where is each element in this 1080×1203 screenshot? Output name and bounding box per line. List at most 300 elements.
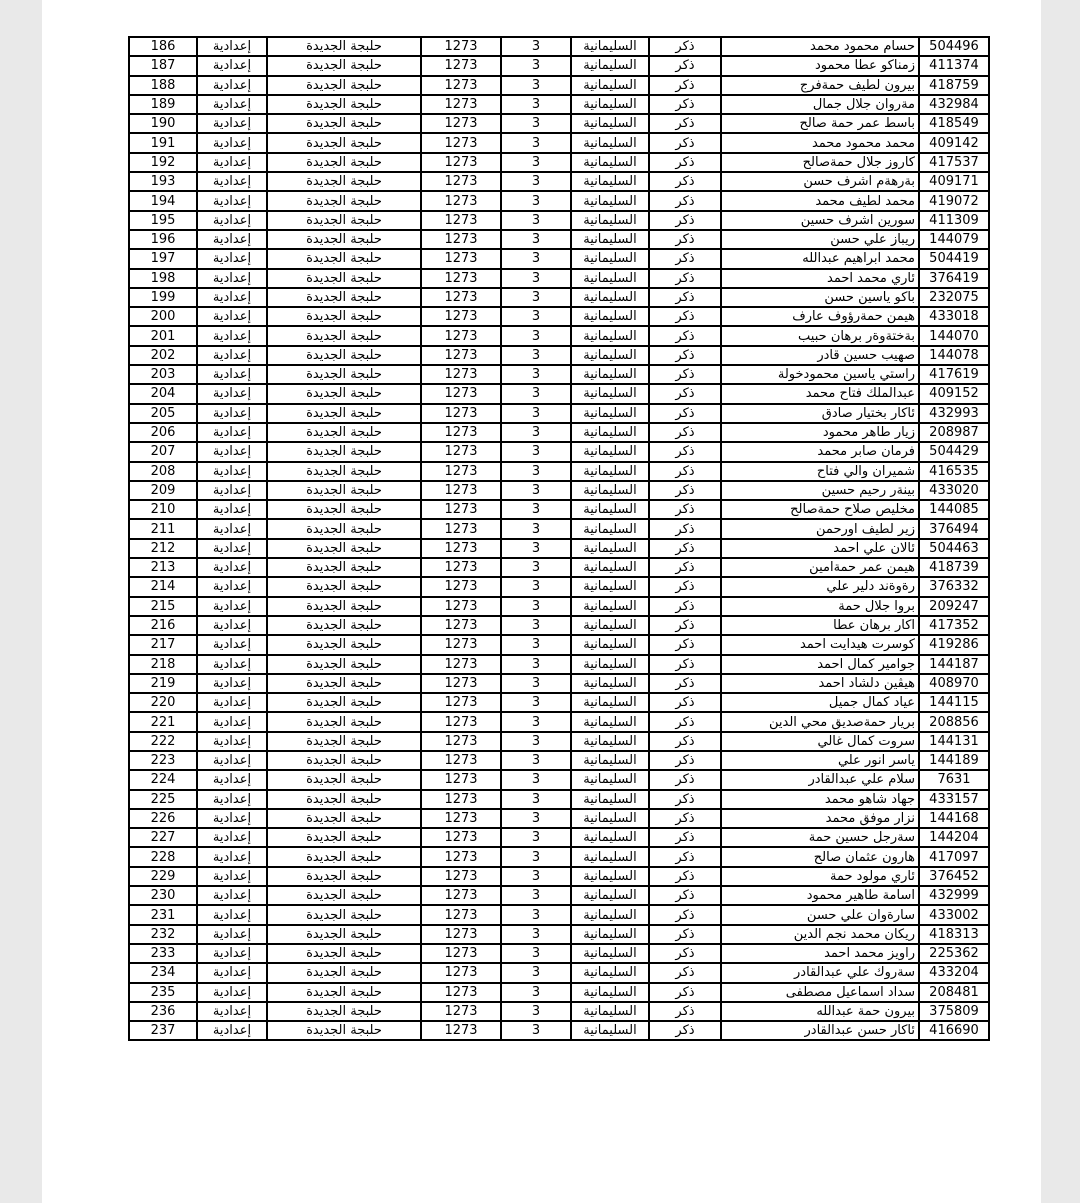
student-name-cell: ريكان محمد نجم الدين xyxy=(721,925,919,944)
number-cell: 3 xyxy=(501,905,571,924)
gender-cell: ذكر xyxy=(649,211,721,230)
table-row xyxy=(129,577,989,596)
governorate-cell: السليمانية xyxy=(571,712,649,731)
stage-cell: إعدادية xyxy=(197,114,267,133)
table-row xyxy=(129,770,989,789)
gender-cell: ذكر xyxy=(649,770,721,789)
student-id-cell: 208987 xyxy=(919,423,989,442)
gender-cell: ذكر xyxy=(649,191,721,210)
student-name-cell: مخليص صلاح حمةصالح xyxy=(721,500,919,519)
governorate-cell: السليمانية xyxy=(571,76,649,95)
student-name-cell: ئالان علي احمد xyxy=(721,539,919,558)
gender-cell: ذكر xyxy=(649,269,721,288)
student-name-cell: راستي ياسين محمودخولة xyxy=(721,365,919,384)
governorate-cell: السليمانية xyxy=(571,307,649,326)
student-id-cell: 418739 xyxy=(919,558,989,577)
gender-cell: ذكر xyxy=(649,481,721,500)
table-row xyxy=(129,269,989,288)
school-code-cell: 1273 xyxy=(421,693,501,712)
stage-cell: إعدادية xyxy=(197,481,267,500)
number-cell: 3 xyxy=(501,37,571,56)
sequence-cell: 235 xyxy=(129,983,197,1002)
table-row xyxy=(129,462,989,481)
school-code-cell: 1273 xyxy=(421,76,501,95)
table-row xyxy=(129,539,989,558)
school-code-cell: 1273 xyxy=(421,462,501,481)
number-cell: 3 xyxy=(501,983,571,1002)
gender-cell: ذكر xyxy=(649,307,721,326)
table-row xyxy=(129,56,989,75)
gender-cell: ذكر xyxy=(649,616,721,635)
table-row xyxy=(129,655,989,674)
school-cell: حلبجة الجديدة xyxy=(267,712,421,731)
number-cell: 3 xyxy=(501,847,571,866)
gender-cell: ذكر xyxy=(649,635,721,654)
gender-cell: ذكر xyxy=(649,597,721,616)
stage-cell: إعدادية xyxy=(197,828,267,847)
school-code-cell: 1273 xyxy=(421,211,501,230)
school-cell: حلبجة الجديدة xyxy=(267,481,421,500)
stage-cell: إعدادية xyxy=(197,925,267,944)
school-code-cell: 1273 xyxy=(421,307,501,326)
table-row xyxy=(129,886,989,905)
gender-cell: ذكر xyxy=(649,751,721,770)
stage-cell: إعدادية xyxy=(197,326,267,345)
table-row xyxy=(129,500,989,519)
number-cell: 3 xyxy=(501,346,571,365)
sequence-cell: 186 xyxy=(129,37,197,56)
student-id-cell: 408970 xyxy=(919,674,989,693)
stage-cell: إعدادية xyxy=(197,558,267,577)
governorate-cell: السليمانية xyxy=(571,37,649,56)
stage-cell: إعدادية xyxy=(197,732,267,751)
number-cell: 3 xyxy=(501,288,571,307)
gender-cell: ذكر xyxy=(649,983,721,1002)
student-name-cell: فرمان صابر محمد xyxy=(721,442,919,461)
document-page xyxy=(42,0,1041,1203)
school-code-cell: 1273 xyxy=(421,404,501,423)
number-cell: 3 xyxy=(501,558,571,577)
school-code-cell: 1273 xyxy=(421,732,501,751)
school-cell: حلبجة الجديدة xyxy=(267,770,421,789)
gender-cell: ذكر xyxy=(649,1002,721,1021)
student-id-cell: 417619 xyxy=(919,365,989,384)
table-row xyxy=(129,944,989,963)
sequence-cell: 223 xyxy=(129,751,197,770)
gender-cell: ذكر xyxy=(649,230,721,249)
table-row xyxy=(129,558,989,577)
sequence-cell: 204 xyxy=(129,384,197,403)
gender-cell: ذكر xyxy=(649,346,721,365)
governorate-cell: السليمانية xyxy=(571,423,649,442)
student-id-cell: 416535 xyxy=(919,462,989,481)
stage-cell: إعدادية xyxy=(197,963,267,982)
gender-cell: ذكر xyxy=(649,963,721,982)
school-cell: حلبجة الجديدة xyxy=(267,963,421,982)
governorate-cell: السليمانية xyxy=(571,867,649,886)
student-name-cell: ياسر انور علي xyxy=(721,751,919,770)
student-id-cell: 417097 xyxy=(919,847,989,866)
school-code-cell: 1273 xyxy=(421,558,501,577)
number-cell: 3 xyxy=(501,191,571,210)
student-id-cell: 375809 xyxy=(919,1002,989,1021)
governorate-cell: السليمانية xyxy=(571,133,649,152)
number-cell: 3 xyxy=(501,326,571,345)
table-row xyxy=(129,384,989,403)
stage-cell: إعدادية xyxy=(197,905,267,924)
student-id-cell: 432984 xyxy=(919,95,989,114)
school-code-cell: 1273 xyxy=(421,519,501,538)
student-id-cell: 144187 xyxy=(919,655,989,674)
number-cell: 3 xyxy=(501,114,571,133)
student-id-cell: 225362 xyxy=(919,944,989,963)
student-name-cell: رةوةند دلير علي xyxy=(721,577,919,596)
student-name-cell: ريباز علي حسن xyxy=(721,230,919,249)
school-code-cell: 1273 xyxy=(421,500,501,519)
stage-cell: إعدادية xyxy=(197,751,267,770)
school-code-cell: 1273 xyxy=(421,597,501,616)
stage-cell: إعدادية xyxy=(197,365,267,384)
number-cell: 3 xyxy=(501,867,571,886)
governorate-cell: السليمانية xyxy=(571,326,649,345)
sequence-cell: 207 xyxy=(129,442,197,461)
stage-cell: إعدادية xyxy=(197,944,267,963)
gender-cell: ذكر xyxy=(649,442,721,461)
number-cell: 3 xyxy=(501,539,571,558)
school-cell: حلبجة الجديدة xyxy=(267,693,421,712)
gender-cell: ذكر xyxy=(649,404,721,423)
student-name-cell: بروا جلال حمة xyxy=(721,597,919,616)
governorate-cell: السليمانية xyxy=(571,790,649,809)
gender-cell: ذكر xyxy=(649,153,721,172)
number-cell: 3 xyxy=(501,790,571,809)
student-id-cell: 144168 xyxy=(919,809,989,828)
number-cell: 3 xyxy=(501,56,571,75)
governorate-cell: السليمانية xyxy=(571,95,649,114)
sequence-cell: 222 xyxy=(129,732,197,751)
student-id-cell: 144070 xyxy=(919,326,989,345)
student-id-cell: 433020 xyxy=(919,481,989,500)
student-name-cell: سةرجل حسين حمة xyxy=(721,828,919,847)
number-cell: 3 xyxy=(501,674,571,693)
school-code-cell: 1273 xyxy=(421,674,501,693)
school-code-cell: 1273 xyxy=(421,423,501,442)
sequence-cell: 215 xyxy=(129,597,197,616)
table-row xyxy=(129,732,989,751)
sequence-cell: 214 xyxy=(129,577,197,596)
student-name-cell: راويز محمد احمد xyxy=(721,944,919,963)
number-cell: 3 xyxy=(501,230,571,249)
school-cell: حلبجة الجديدة xyxy=(267,674,421,693)
governorate-cell: السليمانية xyxy=(571,519,649,538)
stage-cell: إعدادية xyxy=(197,1021,267,1040)
number-cell: 3 xyxy=(501,153,571,172)
school-cell: حلبجة الجديدة xyxy=(267,191,421,210)
school-code-cell: 1273 xyxy=(421,539,501,558)
number-cell: 3 xyxy=(501,172,571,191)
number-cell: 3 xyxy=(501,751,571,770)
stage-cell: إعدادية xyxy=(197,1002,267,1021)
governorate-cell: السليمانية xyxy=(571,191,649,210)
student-name-cell: بةختةوةر برهان حبيب xyxy=(721,326,919,345)
governorate-cell: السليمانية xyxy=(571,1021,649,1040)
student-id-cell: 144204 xyxy=(919,828,989,847)
number-cell: 3 xyxy=(501,211,571,230)
student-name-cell: بيرون لطيف حمةفرج xyxy=(721,76,919,95)
governorate-cell: السليمانية xyxy=(571,655,649,674)
student-id-cell: 411309 xyxy=(919,211,989,230)
governorate-cell: السليمانية xyxy=(571,500,649,519)
sequence-cell: 197 xyxy=(129,249,197,268)
table-row xyxy=(129,442,989,461)
student-name-cell: حسام محمود محمد xyxy=(721,37,919,56)
student-id-cell: 7631 xyxy=(919,770,989,789)
student-id-cell: 418549 xyxy=(919,114,989,133)
number-cell: 3 xyxy=(501,770,571,789)
gender-cell: ذكر xyxy=(649,577,721,596)
school-cell: حلبجة الجديدة xyxy=(267,635,421,654)
gender-cell: ذكر xyxy=(649,56,721,75)
student-id-cell: 433204 xyxy=(919,963,989,982)
number-cell: 3 xyxy=(501,732,571,751)
number-cell: 3 xyxy=(501,95,571,114)
number-cell: 3 xyxy=(501,944,571,963)
school-code-cell: 1273 xyxy=(421,1002,501,1021)
governorate-cell: السليمانية xyxy=(571,288,649,307)
table-row xyxy=(129,114,989,133)
student-id-cell: 232075 xyxy=(919,288,989,307)
governorate-cell: السليمانية xyxy=(571,114,649,133)
table-row xyxy=(129,230,989,249)
student-id-cell: 504496 xyxy=(919,37,989,56)
table-row xyxy=(129,423,989,442)
gender-cell: ذكر xyxy=(649,462,721,481)
student-name-cell: بيرون حمة عبدالله xyxy=(721,1002,919,1021)
stage-cell: إعدادية xyxy=(197,76,267,95)
school-code-cell: 1273 xyxy=(421,288,501,307)
governorate-cell: السليمانية xyxy=(571,963,649,982)
school-cell: حلبجة الجديدة xyxy=(267,56,421,75)
student-id-cell: 417537 xyxy=(919,153,989,172)
number-cell: 3 xyxy=(501,481,571,500)
sequence-cell: 200 xyxy=(129,307,197,326)
number-cell: 3 xyxy=(501,404,571,423)
stage-cell: إعدادية xyxy=(197,172,267,191)
student-id-cell: 209247 xyxy=(919,597,989,616)
school-code-cell: 1273 xyxy=(421,95,501,114)
student-name-cell: ئاري محمد احمد xyxy=(721,269,919,288)
school-cell: حلبجة الجديدة xyxy=(267,211,421,230)
governorate-cell: السليمانية xyxy=(571,404,649,423)
student-id-cell: 416690 xyxy=(919,1021,989,1040)
school-code-cell: 1273 xyxy=(421,905,501,924)
school-cell: حلبجة الجديدة xyxy=(267,307,421,326)
student-name-cell: سلام علي عبدالقادر xyxy=(721,770,919,789)
governorate-cell: السليمانية xyxy=(571,172,649,191)
student-id-cell: 432993 xyxy=(919,404,989,423)
governorate-cell: السليمانية xyxy=(571,770,649,789)
gender-cell: ذكر xyxy=(649,172,721,191)
student-name-cell: سارةوان علي حسن xyxy=(721,905,919,924)
table-row xyxy=(129,249,989,268)
student-roster-table xyxy=(128,36,990,1041)
student-id-cell: 504419 xyxy=(919,249,989,268)
school-cell: حلبجة الجديدة xyxy=(267,114,421,133)
school-cell: حلبجة الجديدة xyxy=(267,500,421,519)
stage-cell: إعدادية xyxy=(197,597,267,616)
sequence-cell: 201 xyxy=(129,326,197,345)
gender-cell: ذكر xyxy=(649,712,721,731)
student-name-cell: محمد ابراهيم عبدالله xyxy=(721,249,919,268)
governorate-cell: السليمانية xyxy=(571,983,649,1002)
governorate-cell: السليمانية xyxy=(571,886,649,905)
school-code-cell: 1273 xyxy=(421,1021,501,1040)
table-row xyxy=(129,616,989,635)
governorate-cell: السليمانية xyxy=(571,211,649,230)
student-id-cell: 417352 xyxy=(919,616,989,635)
sequence-cell: 230 xyxy=(129,886,197,905)
school-cell: حلبجة الجديدة xyxy=(267,828,421,847)
student-name-cell: زير لطيف اورحمن xyxy=(721,519,919,538)
number-cell: 3 xyxy=(501,655,571,674)
student-id-cell: 418313 xyxy=(919,925,989,944)
school-code-cell: 1273 xyxy=(421,269,501,288)
school-cell: حلبجة الجديدة xyxy=(267,442,421,461)
gender-cell: ذكر xyxy=(649,95,721,114)
school-cell: حلبجة الجديدة xyxy=(267,133,421,152)
student-id-cell: 419286 xyxy=(919,635,989,654)
governorate-cell: السليمانية xyxy=(571,153,649,172)
table-row xyxy=(129,404,989,423)
sequence-cell: 189 xyxy=(129,95,197,114)
student-name-cell: مةروان جلال جمال xyxy=(721,95,919,114)
stage-cell: إعدادية xyxy=(197,37,267,56)
governorate-cell: السليمانية xyxy=(571,365,649,384)
school-code-cell: 1273 xyxy=(421,346,501,365)
school-code-cell: 1273 xyxy=(421,944,501,963)
sequence-cell: 218 xyxy=(129,655,197,674)
governorate-cell: السليمانية xyxy=(571,732,649,751)
gender-cell: ذكر xyxy=(649,288,721,307)
student-id-cell: 208481 xyxy=(919,983,989,1002)
number-cell: 3 xyxy=(501,925,571,944)
sequence-cell: 213 xyxy=(129,558,197,577)
student-name-cell: بينةر رحيم حسين xyxy=(721,481,919,500)
school-cell: حلبجة الجديدة xyxy=(267,577,421,596)
sequence-cell: 195 xyxy=(129,211,197,230)
gender-cell: ذكر xyxy=(649,732,721,751)
sequence-cell: 228 xyxy=(129,847,197,866)
table-row xyxy=(129,693,989,712)
governorate-cell: السليمانية xyxy=(571,925,649,944)
student-name-cell: ئاكار بختيار صادق xyxy=(721,404,919,423)
stage-cell: إعدادية xyxy=(197,249,267,268)
number-cell: 3 xyxy=(501,269,571,288)
school-code-cell: 1273 xyxy=(421,751,501,770)
table-row xyxy=(129,983,989,1002)
table-row xyxy=(129,867,989,886)
stage-cell: إعدادية xyxy=(197,886,267,905)
school-cell: حلبجة الجديدة xyxy=(267,404,421,423)
student-id-cell: 409171 xyxy=(919,172,989,191)
stage-cell: إعدادية xyxy=(197,346,267,365)
school-code-cell: 1273 xyxy=(421,133,501,152)
stage-cell: إعدادية xyxy=(197,712,267,731)
governorate-cell: السليمانية xyxy=(571,539,649,558)
school-cell: حلبجة الجديدة xyxy=(267,1002,421,1021)
gender-cell: ذكر xyxy=(649,326,721,345)
number-cell: 3 xyxy=(501,519,571,538)
governorate-cell: السليمانية xyxy=(571,442,649,461)
sequence-cell: 212 xyxy=(129,539,197,558)
table-row xyxy=(129,790,989,809)
school-code-cell: 1273 xyxy=(421,886,501,905)
school-code-cell: 1273 xyxy=(421,326,501,345)
gender-cell: ذكر xyxy=(649,1021,721,1040)
governorate-cell: السليمانية xyxy=(571,346,649,365)
table-row xyxy=(129,963,989,982)
student-name-cell: عياد كمال جميل xyxy=(721,693,919,712)
governorate-cell: السليمانية xyxy=(571,616,649,635)
school-code-cell: 1273 xyxy=(421,191,501,210)
gender-cell: ذكر xyxy=(649,790,721,809)
school-cell: حلبجة الجديدة xyxy=(267,616,421,635)
student-id-cell: 144085 xyxy=(919,500,989,519)
school-cell: حلبجة الجديدة xyxy=(267,519,421,538)
school-code-cell: 1273 xyxy=(421,770,501,789)
sequence-cell: 206 xyxy=(129,423,197,442)
student-id-cell: 433157 xyxy=(919,790,989,809)
stage-cell: إعدادية xyxy=(197,867,267,886)
sequence-cell: 236 xyxy=(129,1002,197,1021)
student-id-cell: 504463 xyxy=(919,539,989,558)
gender-cell: ذكر xyxy=(649,944,721,963)
number-cell: 3 xyxy=(501,1021,571,1040)
governorate-cell: السليمانية xyxy=(571,693,649,712)
student-name-cell: اكار برهان عطا xyxy=(721,616,919,635)
table-row xyxy=(129,133,989,152)
sequence-cell: 233 xyxy=(129,944,197,963)
sequence-cell: 216 xyxy=(129,616,197,635)
student-id-cell: 376332 xyxy=(919,577,989,596)
school-cell: حلبجة الجديدة xyxy=(267,847,421,866)
stage-cell: إعدادية xyxy=(197,404,267,423)
governorate-cell: السليمانية xyxy=(571,481,649,500)
student-name-cell: هيڤين دلشاد احمد xyxy=(721,674,919,693)
table-row xyxy=(129,519,989,538)
table-row xyxy=(129,326,989,345)
gender-cell: ذكر xyxy=(649,133,721,152)
sequence-cell: 217 xyxy=(129,635,197,654)
stage-cell: إعدادية xyxy=(197,809,267,828)
number-cell: 3 xyxy=(501,462,571,481)
student-id-cell: 433018 xyxy=(919,307,989,326)
school-code-cell: 1273 xyxy=(421,56,501,75)
gender-cell: ذكر xyxy=(649,37,721,56)
table-row xyxy=(129,95,989,114)
school-code-cell: 1273 xyxy=(421,616,501,635)
sequence-cell: 196 xyxy=(129,230,197,249)
stage-cell: إعدادية xyxy=(197,790,267,809)
stage-cell: إعدادية xyxy=(197,462,267,481)
number-cell: 3 xyxy=(501,76,571,95)
sequence-cell: 237 xyxy=(129,1021,197,1040)
school-code-cell: 1273 xyxy=(421,963,501,982)
school-code-cell: 1273 xyxy=(421,655,501,674)
school-cell: حلبجة الجديدة xyxy=(267,558,421,577)
stage-cell: إعدادية xyxy=(197,307,267,326)
sequence-cell: 194 xyxy=(129,191,197,210)
